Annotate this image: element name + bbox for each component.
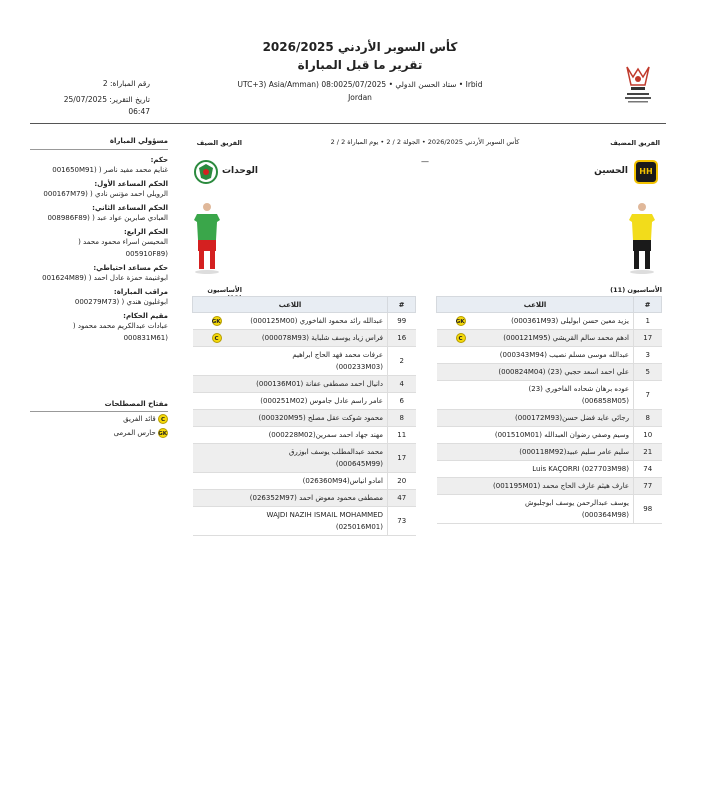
official-item: [28, 264, 168, 284]
player-number: 2: [388, 347, 416, 376]
captain-icon: C: [456, 333, 466, 343]
col-number: #: [388, 297, 416, 313]
official-role: الحكم الرابع:: [123, 228, 168, 236]
player-number: 1: [634, 313, 662, 330]
player-role-cell: [437, 364, 485, 381]
away-kit-icon: [190, 200, 224, 275]
player-role-cell: [437, 410, 485, 427]
player-role-cell: [193, 376, 241, 393]
officials-divider: [30, 149, 168, 150]
player-name: عوده برهان شحاده الفاخوري (23) (006858M05): [485, 381, 634, 410]
away-team-label: الفريق الضيف: [196, 139, 242, 147]
legend-goalkeeper-label: حارس المرمى: [113, 429, 156, 437]
table-row: [193, 376, 416, 393]
official-role: مقيم الحكام:: [123, 312, 168, 320]
captain-icon: C: [212, 333, 222, 343]
table-row: [193, 427, 416, 444]
player-number: 7: [634, 381, 662, 410]
legend-divider: [30, 411, 168, 412]
player-role-cell: [193, 313, 241, 330]
official-role: حكم:: [150, 156, 168, 164]
player-name: يزيد معين حسن ابوليلى (000361M93): [485, 313, 634, 330]
home-team-badge: HH: [634, 160, 658, 184]
official-role: الحكم المساعد الثاني:: [92, 204, 168, 212]
report-date: تاريخ التقرير: 25/07/2025: [63, 95, 150, 104]
official-name: ابوغليون هندي ( (000279M73: [74, 298, 168, 306]
table-row: [193, 444, 416, 473]
official-item: [28, 288, 168, 308]
player-name: محمد عبدالمطلب يوسف ابوزرق (000645M99): [241, 444, 388, 473]
player-role-cell: [437, 444, 485, 461]
table-row: [437, 347, 662, 364]
report-title: تقرير ما قبل المباراة: [297, 58, 423, 72]
player-number: 5: [634, 364, 662, 381]
table-row: [437, 364, 662, 381]
player-role-cell: [193, 393, 241, 410]
table-row: [437, 495, 662, 524]
venue-info: [205, 78, 515, 104]
goalkeeper-icon: GK: [158, 428, 168, 438]
player-role-cell: [437, 330, 485, 347]
table-row: [193, 507, 416, 536]
table-row: [437, 313, 662, 330]
player-role-cell: [437, 495, 485, 524]
player-name: رجائي عايد فضل حسن(000172M93): [485, 410, 634, 427]
player-number: 6: [388, 393, 416, 410]
home-lineup-label: الأساسيون (11): [610, 286, 662, 294]
player-name: مصطفى محمود معوض احمد (026352M97): [241, 490, 388, 507]
player-role-cell: [437, 313, 485, 330]
player-name: Luis KAÇORRI (027703M98): [485, 461, 634, 478]
player-number: 47: [388, 490, 416, 507]
table-row: [193, 330, 416, 347]
player-number: 10: [634, 427, 662, 444]
away-team-name: الوحدات: [222, 166, 258, 176]
player-role-cell: [193, 347, 241, 376]
table-row: [193, 347, 416, 376]
player-role-cell: [437, 461, 485, 478]
official-role: مراقب المباراة:: [113, 288, 168, 296]
player-number: 4: [388, 376, 416, 393]
table-row: [437, 478, 662, 495]
official-item: [28, 204, 168, 224]
table-row: [193, 410, 416, 427]
player-number: 98: [634, 495, 662, 524]
match-number: رقم المباراة: 2: [102, 79, 150, 88]
official-item: [28, 228, 168, 260]
official-name: الرويلي احمد مؤنس نادي ( (000167M79: [43, 190, 168, 198]
official-name: ابوغنيمة حمزة عادل احمد ( (001624M89: [42, 274, 168, 282]
captain-icon: C: [158, 414, 168, 424]
player-number: 17: [388, 444, 416, 473]
legend-captain-label: قائد الفريق: [123, 415, 156, 423]
player-name: ادهم محمد سالم القريشي (000121M95): [485, 330, 634, 347]
player-name: فراس زياد يوسف شلباية (000078M93): [241, 330, 388, 347]
table-row: [437, 381, 662, 410]
player-role-cell: [193, 490, 241, 507]
report-time: 06:47: [128, 107, 150, 116]
table-row: [193, 473, 416, 490]
player-role-cell: [193, 473, 241, 490]
table-row: [193, 490, 416, 507]
official-name: عبادات عبدالكريم محمد محمود ( (000831M61: [72, 322, 168, 342]
table-row: [437, 427, 662, 444]
official-item: [28, 312, 168, 344]
goalkeeper-icon: GK: [456, 316, 466, 326]
home-lineup-body: [437, 313, 662, 524]
player-name: مهند جهاد احمد سمرين(000228M02): [241, 427, 388, 444]
official-role: حكم مساعد احتياطي:: [93, 264, 168, 272]
federation-logo-icon: [619, 65, 657, 111]
player-number: 99: [388, 313, 416, 330]
away-lineup-label: الأساسيون: [207, 286, 242, 294]
player-role-cell: [437, 427, 485, 444]
col-number: #: [634, 297, 662, 313]
player-name: عبدالله رائد محمود الفاخوري (000125M00): [241, 313, 388, 330]
legend-title: مفتاح المصطلحات: [104, 400, 168, 408]
col-player: اللاعب: [193, 297, 388, 313]
official-item: [28, 180, 168, 200]
away-lineup-body: [193, 313, 416, 536]
player-name: علي احمد اسعد حجبي (23) (000824M04): [485, 364, 634, 381]
player-name: عرفات محمد فهد الحاج ابراهيم (000233M03): [241, 347, 388, 376]
player-name: عبدالله موسى مسلم نصيب (000343M94): [485, 347, 634, 364]
player-name: دانيال احمد مصطفى عفانة (000136M01): [241, 376, 388, 393]
home-kit-icon: [625, 200, 659, 275]
player-name: محمود شوكت عقل مصلح (000320M95): [241, 410, 388, 427]
home-team-label: الفريق المضيف: [610, 139, 660, 147]
player-number: 73: [388, 507, 416, 536]
player-number: 74: [634, 461, 662, 478]
player-role-cell: [193, 330, 241, 347]
home-team-name: الحسين: [594, 166, 628, 176]
legend-goalkeeper: [60, 428, 168, 438]
player-number: 3: [634, 347, 662, 364]
federation-logo: [619, 65, 657, 111]
official-item: [28, 156, 168, 176]
player-name: امادو انياس(026360M94): [241, 473, 388, 490]
competition-title: كأس السوبر الأردني 2026/2025: [262, 40, 458, 54]
player-name: عامر راسم عادل جاموس (000251M02): [241, 393, 388, 410]
player-number: 11: [388, 427, 416, 444]
player-number: 21: [634, 444, 662, 461]
table-row: [193, 393, 416, 410]
table-row: [437, 461, 662, 478]
player-role-cell: [437, 347, 485, 364]
table-header-row: [193, 297, 416, 313]
player-role-cell: [193, 427, 241, 444]
table-row: [437, 444, 662, 461]
player-number: 8: [634, 410, 662, 427]
goalkeeper-icon: GK: [212, 316, 222, 326]
player-name: يوسف عبدالرحمن يوسف ابوجلبوش (000364M98): [485, 495, 634, 524]
officials-list: [28, 156, 168, 348]
away-lineup-table: [192, 296, 416, 536]
match-score-dash: —: [421, 157, 429, 166]
home-lineup-table: [436, 296, 662, 524]
table-row: [437, 410, 662, 427]
player-number: 16: [388, 330, 416, 347]
player-role-cell: [437, 478, 485, 495]
player-name: WAJDI NAZIH ISMAIL MOHAMMED (025016M01): [241, 507, 388, 536]
away-team-badge: [194, 160, 218, 184]
official-name: العبادي صابرين عواد عبد ( (008986F89: [47, 214, 168, 222]
player-name: سليم عامر سليم عبيد(000118M92): [485, 444, 634, 461]
player-name: وسيم وصفي رضوان العبدالله (001510M01): [485, 427, 634, 444]
col-player: اللاعب: [437, 297, 634, 313]
player-number: 77: [634, 478, 662, 495]
table-row: [437, 330, 662, 347]
officials-title: مسؤولي المباراة: [109, 137, 168, 145]
player-role-cell: [193, 444, 241, 473]
table-header-row: [437, 297, 662, 313]
player-number: 17: [634, 330, 662, 347]
header-divider: [30, 123, 666, 124]
table-row: [193, 313, 416, 330]
official-role: الحكم المساعد الأول:: [94, 180, 168, 188]
official-name: المحيسن اسراء محمود محمد ( (005910F89: [78, 238, 168, 258]
away-crest-icon: [196, 162, 216, 182]
player-role-cell: [437, 381, 485, 410]
player-role-cell: [193, 507, 241, 536]
player-role-cell: [193, 410, 241, 427]
match-competition-info: كأس السوبر الأردني 2026/2025 • الجولة 2 / 2 • يوم المباراة 2 / 2: [330, 138, 520, 146]
venue-line: Irbid • ستاد الحسن الدولي • UTC+3) Asia/Amman) 08:0025/07/2025: [237, 80, 483, 89]
player-name: عارف هيثم عارف الحاج محمد (001195M01): [485, 478, 634, 495]
country: Jordan: [348, 93, 372, 102]
player-number: 20: [388, 473, 416, 490]
legend-captain: [60, 414, 168, 424]
player-number: 8: [388, 410, 416, 427]
official-name: غنايم محمد مفيد ناصر ( (001650M91: [52, 166, 168, 174]
